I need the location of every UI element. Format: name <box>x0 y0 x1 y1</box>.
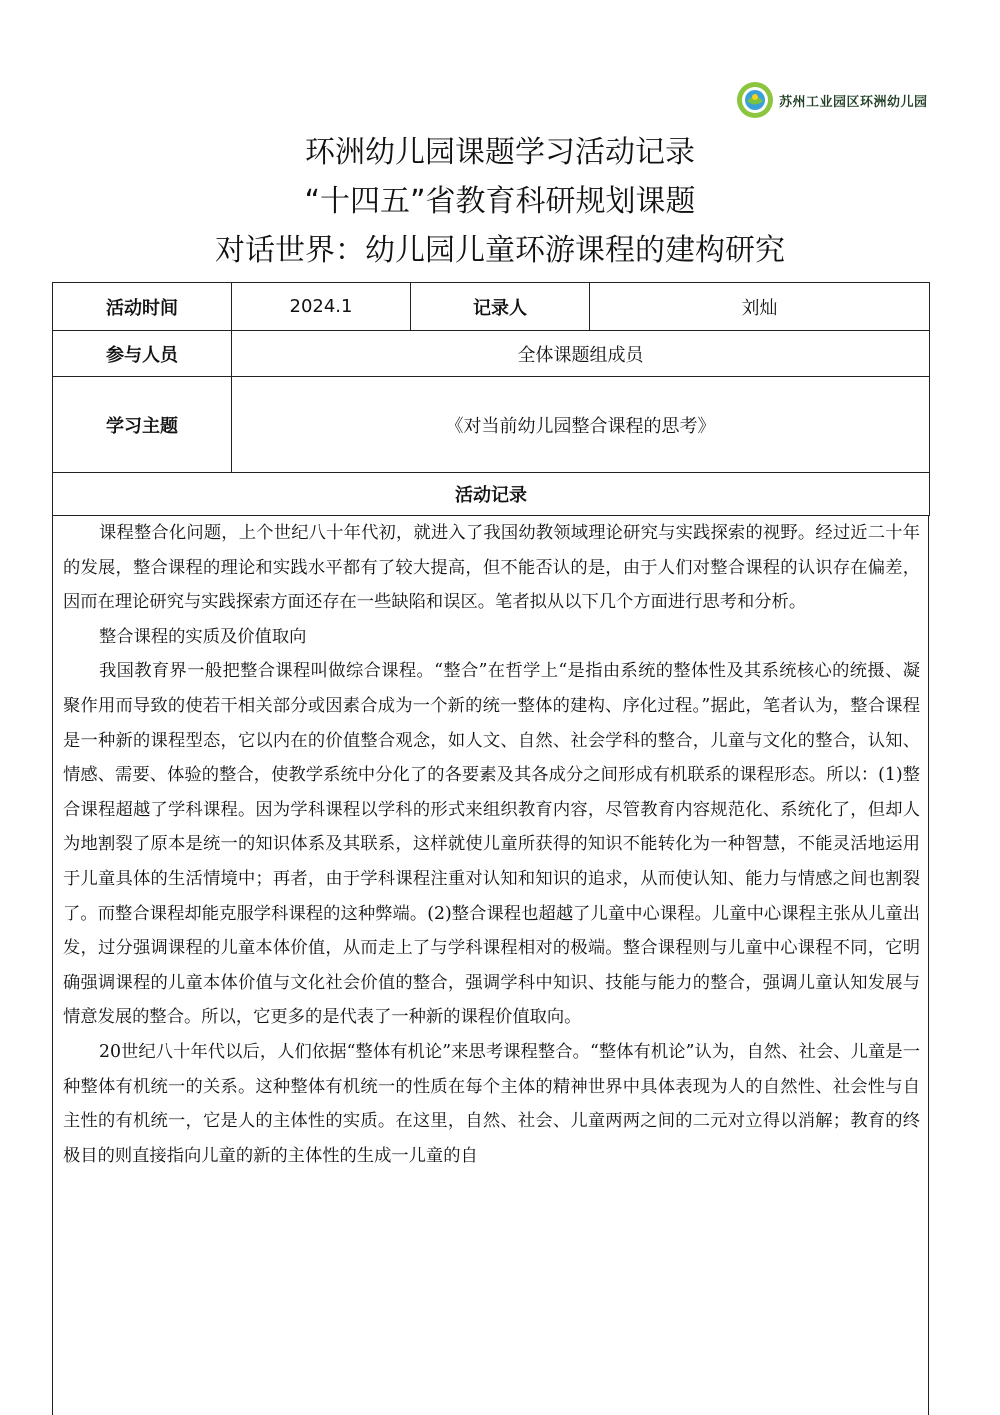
body-paragraph-2: 我国教育界一般把整合课程叫做综合课程。“整合”在哲学上“是指由系统的整体性及其系统核心的统摄、凝聚作用而导致的使若干相关部分或因素合成为一个新的统一整体的建构、序化过程。”据此，笔者认为，整合课程是一种新的课程型态，它以内在的价值整合观念，如人文、自然、社会学科的整合，儿童与文化的整合，认知、情感、需要、体验的整合，使教学系统中分化了的各要素及其各成分之间形成有机联系的课程形态。所以：(1)整合课程超越了学科课程。因为学科课程以学科的形式来组织教育内容，尽管教育内容规范化、系统化了，但却人为地割裂了原本是统一的知识体系及其联系，这样就使儿童所获得的知识不能转化为一种智慧，不能灵活地运用于儿童具体的生活情境中；再者，由于学科课程注重对认知和知识的追求，从而使认知、能力与情感之间也割裂了。而整合课程却能克服学科课程的这种弊端。(2)整合课程也超越了儿童中心课程。儿童中心课程主张从儿童出发，过分强调课程的儿童本体价值，从而走上了与学科课程相对的极端。整合课程则与儿童中心课程不同，它明确强调课程的儿童本体价值与文化社会价值的整合，强调学科中知识、技能与能力的整合，强调儿童认知发展与情意发展的整合。所以，它更多的是代表了一种新的课程价值取向。 <box>63 661 920 1028</box>
kindergarten-emblem-icon <box>735 80 775 120</box>
body-paragraph-3: 20世纪八十年代以后，人们依据“整体有机论”来思考课程整合。“整体有机论”认为，自然、社会、儿童是一种整体有机统一的关系。这种整体有机统一的性质在每个主体的精神世界中具体表现为人的自然性、社会性与自主性的有机统一，它是人的主体性的实质。在这里，自然、社会、儿童两两之间的二元对立得以消解；教育的终极目的则直接指向儿童的新的主体性的生成一儿童的自 <box>63 1041 920 1166</box>
body-paragraph-1: 课程整合化问题，上个世纪八十年代初，就进入了我国幼教领域理论研究与实践探索的视野。经过近二十年的发展，整合课程的理论和实践水平都有了较大提高，但不能否认的是，由于人们对整合课程的认识存在偏差，因而在理论研究与实践探索方面还存在一些缺陷和误区。笔者拟从以下几个方面进行思考和分析。 <box>63 523 920 613</box>
activity-time-label: 活动时间 <box>53 283 232 331</box>
participants-value: 全体课题组成员 <box>232 331 930 377</box>
activity-record-header: 活动记录 <box>53 473 930 516</box>
study-topic-label: 学习主题 <box>53 377 232 473</box>
logo-text: 苏州工业园区环洲幼儿园 <box>779 94 928 110</box>
document-title-block <box>0 128 1000 275</box>
participants-label: 参与人员 <box>53 331 232 377</box>
activity-info-table <box>52 282 930 516</box>
body-section-heading: 整合课程的实质及价值取向 <box>99 626 307 647</box>
kindergarten-logo <box>735 80 928 120</box>
activity-time-value: 2024.1 <box>232 283 411 331</box>
recorder-value: 刘灿 <box>590 283 930 331</box>
study-topic-value: 《对当前幼儿园整合课程的思考》 <box>232 377 930 473</box>
recorder-label: 记录人 <box>411 283 590 331</box>
title-line-3: 对话世界：幼儿园儿童环游课程的建构研究 <box>215 233 785 268</box>
title-line-2: “十四五”省教育科研规划课题 <box>304 184 696 219</box>
title-line-1: 环洲幼儿园课题学习活动记录 <box>305 135 695 170</box>
activity-record-body <box>52 516 929 1415</box>
